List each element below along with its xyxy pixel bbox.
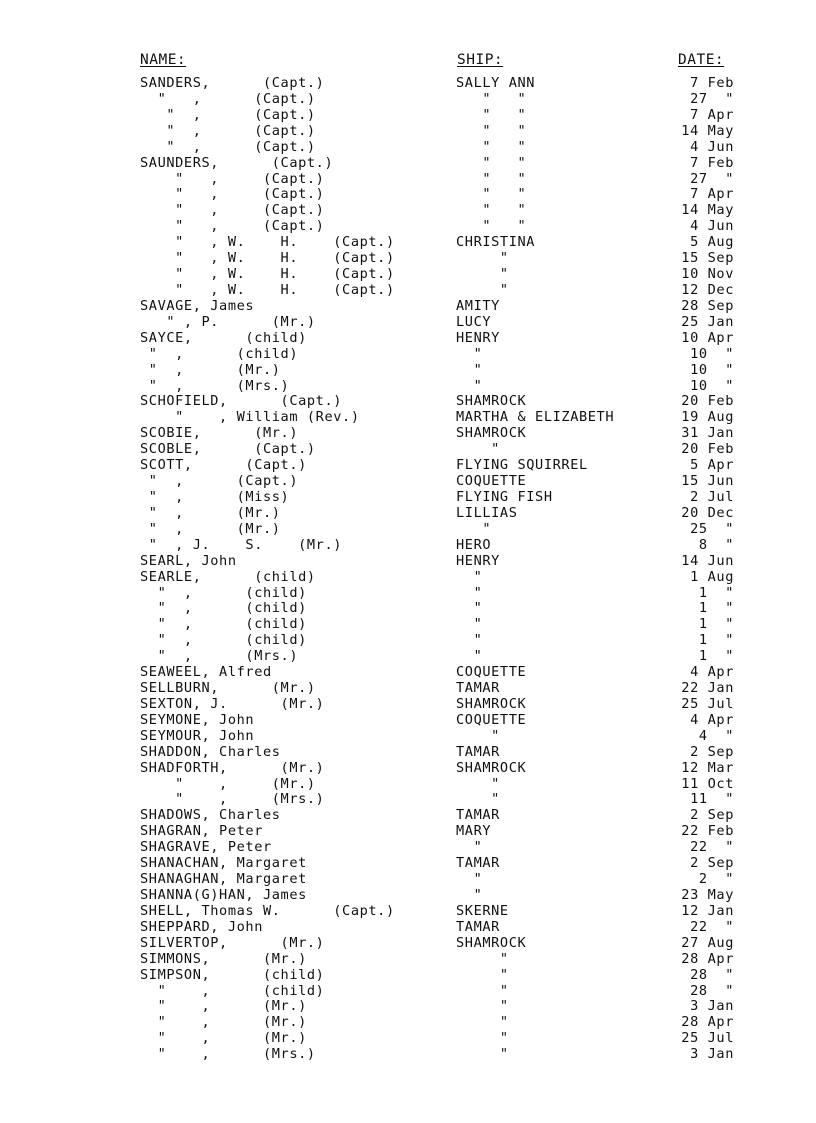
ship-cell: " " <box>456 202 527 219</box>
date-cell: 28 Apr <box>681 1014 734 1031</box>
list-row <box>0 394 816 410</box>
date-cell: 2 Sep <box>690 855 734 872</box>
ship-cell: SHAMROCK <box>456 759 527 776</box>
ship-cell: FLYING FISH <box>456 488 553 505</box>
list-row <box>0 1015 816 1031</box>
name-cell: SEAWEEL, Alfred <box>140 664 272 681</box>
ship-cell: HENRY <box>456 552 500 569</box>
list-row <box>0 824 816 840</box>
ship-cell: COQUETTE <box>456 664 527 681</box>
name-cell: SHADOWS, Charles <box>140 807 281 824</box>
ship-cell: TAMAR <box>456 680 500 697</box>
name-cell: SAYCE, (child) <box>140 329 307 346</box>
name-cell: SHANAGHAN, Margaret <box>140 871 307 888</box>
date-cell: 4 Apr <box>690 711 734 728</box>
ship-cell: TAMAR <box>456 918 500 935</box>
name-cell: " , (Mr.) <box>140 520 281 537</box>
list-row <box>0 410 816 426</box>
list-row <box>0 140 816 156</box>
date-cell: 1 " <box>698 616 734 633</box>
list-row <box>0 665 816 681</box>
list-row <box>0 681 816 697</box>
date-cell: 15 Sep <box>681 250 734 267</box>
date-cell: 22 Feb <box>681 823 734 840</box>
date-cell: 14 Jun <box>681 552 734 569</box>
date-cell: 7 Feb <box>690 154 734 171</box>
ship-cell: SHAMROCK <box>456 934 527 951</box>
date-cell: 8 " <box>698 536 734 553</box>
list-row <box>0 347 816 363</box>
name-cell: SIMPSON, (child) <box>140 966 325 983</box>
name-cell: " , (child) <box>140 982 325 999</box>
list-row <box>0 124 816 140</box>
ship-cell: SHAMROCK <box>456 695 527 712</box>
name-cell: " , (Mr.) <box>140 775 316 792</box>
date-cell: 1 " <box>698 632 734 649</box>
date-cell: 7 Apr <box>690 106 734 123</box>
name-cell: SCOBLE, (Capt.) <box>140 441 316 458</box>
name-cell: " , W. H. (Capt.) <box>140 234 395 251</box>
ship-cell: " <box>456 616 483 633</box>
name-cell: SHELL, Thomas W. (Capt.) <box>140 902 395 919</box>
ship-cell: " <box>456 648 483 665</box>
date-cell: 11 Oct <box>681 775 734 792</box>
list-row <box>0 506 816 522</box>
list-row <box>0 522 816 538</box>
ship-column-header: SHIP: <box>457 52 504 68</box>
name-column-header: NAME: <box>140 52 187 68</box>
ship-cell: " " <box>456 90 527 107</box>
ship-cell: " " <box>456 138 527 155</box>
name-cell: " , (Mrs.) <box>140 791 325 808</box>
date-cell: 2 Sep <box>690 807 734 824</box>
date-cell: 10 " <box>690 345 734 362</box>
ship-cell: HERO <box>456 536 492 553</box>
name-cell: " , (Mr.) <box>140 1030 307 1047</box>
list-row <box>0 458 816 474</box>
list-row <box>0 586 816 602</box>
date-cell: 20 Dec <box>681 504 734 521</box>
list-row <box>0 729 816 745</box>
list-row <box>0 219 816 235</box>
name-cell: SEARL, John <box>140 552 237 569</box>
list-row <box>0 713 816 729</box>
ship-cell: " <box>456 632 483 649</box>
name-cell: " , William (Rev.) <box>140 409 360 426</box>
name-cell: " , (Miss) <box>140 488 290 505</box>
ship-cell: " " <box>456 106 527 123</box>
ship-cell: " <box>456 345 483 362</box>
ship-cell: MARTHA & ELIZABETH <box>456 409 615 426</box>
list-row <box>0 554 816 570</box>
ship-cell: SALLY ANN <box>456 75 536 91</box>
list-row <box>0 156 816 172</box>
name-cell: SCOTT, (Capt.) <box>140 457 307 474</box>
date-cell: 22 Jan <box>681 680 734 697</box>
list-row <box>0 203 816 219</box>
name-cell: " , (Mrs.) <box>140 1046 316 1063</box>
ship-cell: " <box>456 250 509 267</box>
name-cell: " , J. S. (Mr.) <box>140 536 343 553</box>
date-cell: 28 Apr <box>681 950 734 967</box>
name-cell: " , (Mrs.) <box>140 648 299 665</box>
ship-cell: " <box>456 266 509 283</box>
date-cell: 11 " <box>690 791 734 808</box>
date-cell: 4 Jun <box>690 218 734 235</box>
date-cell: 3 Jan <box>690 1046 734 1063</box>
date-cell: 28 Sep <box>681 297 734 314</box>
date-cell: 1 " <box>698 600 734 617</box>
name-cell: " , P. (Mr.) <box>140 313 316 330</box>
ship-cell: " <box>456 1014 509 1031</box>
ship-cell: " <box>456 361 483 378</box>
list-row <box>0 761 816 777</box>
list-row <box>0 187 816 203</box>
name-cell: " , (Mr.) <box>140 361 281 378</box>
ship-cell: TAMAR <box>456 855 500 872</box>
date-cell: 25 Jul <box>681 695 734 712</box>
list-row <box>0 92 816 108</box>
list-row <box>0 792 816 808</box>
date-cell: 7 Apr <box>690 186 734 203</box>
ship-cell: " <box>456 775 500 792</box>
name-cell: " , (Capt.) <box>140 473 299 490</box>
date-cell: 19 Aug <box>681 409 734 426</box>
list-row <box>0 745 816 761</box>
list-row <box>0 808 816 824</box>
name-cell: SEXTON, J. (Mr.) <box>140 695 325 712</box>
date-cell: 22 " <box>690 839 734 856</box>
date-cell: 10 Nov <box>681 266 734 283</box>
list-row <box>0 490 816 506</box>
list-row <box>0 363 816 379</box>
date-cell: 28 " <box>690 966 734 983</box>
date-cell: 14 May <box>681 202 734 219</box>
ship-cell: HENRY <box>456 329 500 346</box>
date-cell: 4 Apr <box>690 664 734 681</box>
ship-cell: " <box>456 839 483 856</box>
ship-cell: " <box>456 441 500 458</box>
name-cell: SCHOFIELD, (Capt.) <box>140 393 343 410</box>
name-cell: " , (Mr.) <box>140 1014 307 1031</box>
date-cell: 4 " <box>698 727 734 744</box>
name-cell: " , W. H. (Capt.) <box>140 281 395 298</box>
list-row <box>0 235 816 251</box>
ship-cell: TAMAR <box>456 807 500 824</box>
ship-cell: " <box>456 871 483 888</box>
ship-cell: " <box>456 887 483 904</box>
list-row <box>0 283 816 299</box>
ship-cell: " <box>456 1046 509 1063</box>
name-cell: " , (Mr.) <box>140 504 281 521</box>
name-cell: SILVERTOP, (Mr.) <box>140 934 325 951</box>
ship-cell: " <box>456 1030 509 1047</box>
ship-cell: " <box>456 966 509 983</box>
ship-cell: FLYING SQUIRREL <box>456 457 588 474</box>
list-row <box>0 426 816 442</box>
list-row <box>0 936 816 952</box>
ship-cell: " <box>456 568 483 585</box>
ship-cell: MARY <box>456 823 492 840</box>
name-cell: " , (child) <box>140 616 307 633</box>
date-cell: 2 Jul <box>690 488 734 505</box>
date-cell: 20 Feb <box>681 393 734 410</box>
list-row <box>0 617 816 633</box>
name-cell: SHADFORTH, (Mr.) <box>140 759 325 776</box>
passenger-list <box>0 76 816 1063</box>
name-cell: SHADDON, Charles <box>140 743 281 760</box>
ship-cell: " <box>456 281 509 298</box>
list-row <box>0 442 816 458</box>
list-row <box>0 108 816 124</box>
ship-cell: " <box>456 950 509 967</box>
ship-cell: " <box>456 998 509 1015</box>
list-row <box>0 904 816 920</box>
date-cell: 5 Apr <box>690 457 734 474</box>
date-cell: 2 " <box>698 871 734 888</box>
list-row <box>0 840 816 856</box>
date-cell: 25 Jan <box>681 313 734 330</box>
ship-cell: " <box>456 520 492 537</box>
name-cell: " , W. H. (Capt.) <box>140 266 395 283</box>
date-cell: 12 Jan <box>681 902 734 919</box>
ship-cell: " " <box>456 154 527 171</box>
list-row <box>0 267 816 283</box>
name-cell: " , (child) <box>140 632 307 649</box>
ship-cell: SHAMROCK <box>456 393 527 410</box>
ship-cell: COQUETTE <box>456 711 527 728</box>
date-cell: 27 " <box>690 90 734 107</box>
list-row <box>0 172 816 188</box>
date-cell: 25 Jul <box>681 1030 734 1047</box>
name-cell: " , (Mr.) <box>140 998 307 1015</box>
ship-cell: " <box>456 584 483 601</box>
ship-cell: " " <box>456 170 527 187</box>
list-row <box>0 331 816 347</box>
date-cell: 31 Jan <box>681 425 734 442</box>
name-cell: SHAGRAVE, Peter <box>140 839 272 856</box>
date-cell: 10 " <box>690 377 734 394</box>
name-cell: " , (Capt.) <box>140 186 325 203</box>
date-cell: 23 May <box>681 887 734 904</box>
name-cell: " , (Capt.) <box>140 138 316 155</box>
list-row <box>0 1047 816 1063</box>
name-cell: SIMMONS, (Mr.) <box>140 950 307 967</box>
date-cell: 10 Apr <box>681 329 734 346</box>
ship-cell: " " <box>456 122 527 139</box>
date-cell: 7 Feb <box>690 75 734 91</box>
name-cell: SCOBIE, (Mr.) <box>140 425 299 442</box>
name-cell: " , W. H. (Capt.) <box>140 250 395 267</box>
date-cell: 22 " <box>690 918 734 935</box>
name-cell: SEARLE, (child) <box>140 568 316 585</box>
ship-cell: LILLIAS <box>456 504 518 521</box>
name-cell: SAUNDERS, (Capt.) <box>140 154 334 171</box>
name-cell: SANDERS, (Capt.) <box>140 75 325 91</box>
name-cell: " , (Mrs.) <box>140 377 290 394</box>
date-cell: 1 " <box>698 648 734 665</box>
ship-cell: CHRISTINA <box>456 234 536 251</box>
list-row <box>0 697 816 713</box>
list-row <box>0 570 816 586</box>
date-column-header: DATE: <box>678 52 725 68</box>
name-cell: SHANACHAN, Margaret <box>140 855 307 872</box>
date-cell: 4 Jun <box>690 138 734 155</box>
date-cell: 10 " <box>690 361 734 378</box>
date-cell: 25 " <box>690 520 734 537</box>
date-cell: 27 " <box>690 170 734 187</box>
list-row <box>0 920 816 936</box>
name-cell: SAVAGE, James <box>140 297 255 314</box>
ship-cell: " " <box>456 186 527 203</box>
name-cell: SHANNA(G)HAN, James <box>140 887 307 904</box>
list-row <box>0 379 816 395</box>
name-cell: SELLBURN, (Mr.) <box>140 680 316 697</box>
list-row <box>0 777 816 793</box>
date-cell: 3 Jan <box>690 998 734 1015</box>
name-cell: SEYMOUR, John <box>140 727 255 744</box>
ship-cell: " <box>456 791 500 808</box>
list-row <box>0 872 816 888</box>
name-cell: " , (child) <box>140 600 307 617</box>
date-cell: 5 Aug <box>690 234 734 251</box>
date-cell: 1 " <box>698 584 734 601</box>
list-row <box>0 251 816 267</box>
name-cell: " , (child) <box>140 345 299 362</box>
list-row <box>0 474 816 490</box>
ship-cell: AMITY <box>456 297 500 314</box>
name-cell: " , (Capt.) <box>140 218 325 235</box>
list-row <box>0 315 816 331</box>
list-row <box>0 633 816 649</box>
ship-cell: " <box>456 727 500 744</box>
date-cell: 1 Aug <box>690 568 734 585</box>
name-cell: SEYMONE, John <box>140 711 255 728</box>
ship-cell: LUCY <box>456 313 492 330</box>
list-row <box>0 538 816 554</box>
list-row <box>0 888 816 904</box>
date-cell: 15 Jun <box>681 473 734 490</box>
ship-cell: COQUETTE <box>456 473 527 490</box>
date-cell: 12 Dec <box>681 281 734 298</box>
ship-cell: " " <box>456 218 527 235</box>
name-cell: " , (Capt.) <box>140 122 316 139</box>
date-cell: 28 " <box>690 982 734 999</box>
name-cell: " , (child) <box>140 584 307 601</box>
list-row <box>0 649 816 665</box>
date-cell: 2 Sep <box>690 743 734 760</box>
name-cell: " , (Capt.) <box>140 90 316 107</box>
list-row <box>0 984 816 1000</box>
list-row <box>0 76 816 92</box>
list-row <box>0 999 816 1015</box>
ship-cell: SHAMROCK <box>456 425 527 442</box>
name-cell: " , (Capt.) <box>140 202 325 219</box>
list-row <box>0 952 816 968</box>
list-row <box>0 968 816 984</box>
list-row <box>0 1031 816 1047</box>
ship-cell: SKERNE <box>456 902 509 919</box>
list-row <box>0 856 816 872</box>
name-cell: " , (Capt.) <box>140 106 316 123</box>
date-cell: 27 Aug <box>681 934 734 951</box>
list-row <box>0 299 816 315</box>
date-cell: 14 May <box>681 122 734 139</box>
date-cell: 20 Feb <box>681 441 734 458</box>
name-cell: " , (Capt.) <box>140 170 325 187</box>
name-cell: SHAGRAN, Peter <box>140 823 263 840</box>
list-row <box>0 601 816 617</box>
ship-cell: TAMAR <box>456 743 500 760</box>
ship-cell: " <box>456 982 509 999</box>
date-cell: 12 Mar <box>681 759 734 776</box>
ship-cell: " <box>456 377 483 394</box>
ship-cell: " <box>456 600 483 617</box>
name-cell: SHEPPARD, John <box>140 918 263 935</box>
